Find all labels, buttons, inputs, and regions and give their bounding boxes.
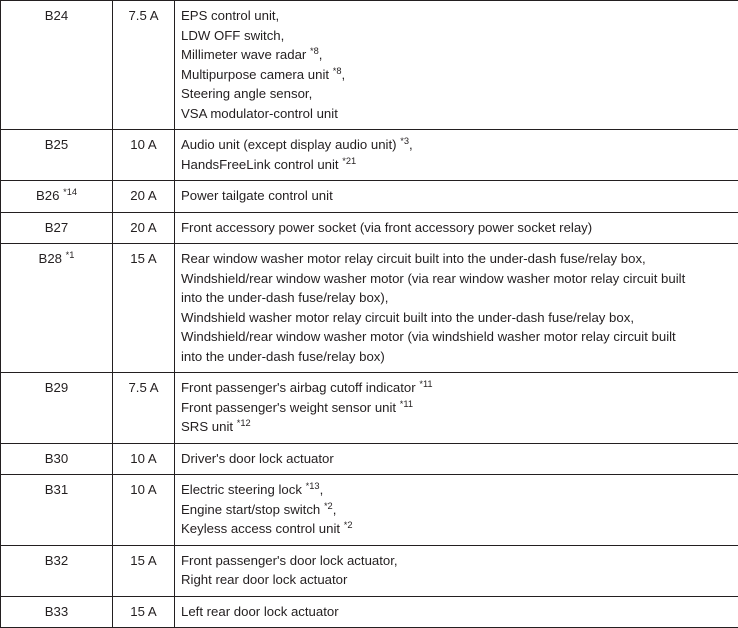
fuse-number-cell: B32 xyxy=(1,545,113,596)
amperage-cell: 10 A xyxy=(113,475,175,546)
circuits-protected-cell xyxy=(175,130,738,181)
table-row xyxy=(1,212,738,244)
table-row xyxy=(1,475,738,546)
footnote-marker: *2 xyxy=(344,520,353,530)
circuit-line: Multipurpose camera unit $^{*8}$, xyxy=(181,65,732,85)
circuits-protected-cell xyxy=(175,212,738,244)
circuits-protected-cell xyxy=(175,373,738,444)
circuit-line: Left rear door lock actuator xyxy=(181,602,732,622)
amperage-cell: 15 A xyxy=(113,596,175,628)
table-row xyxy=(1,443,738,475)
fuse-number-cell: B31 xyxy=(1,475,113,546)
circuit-line: EPS control unit, xyxy=(181,6,732,26)
circuits-protected-cell xyxy=(175,181,738,213)
circuit-line: Electric steering lock $^{*13}$, xyxy=(181,480,732,500)
circuits-protected-cell xyxy=(175,1,738,130)
fuse-table-body xyxy=(1,1,738,628)
circuit-line: into the under-dash fuse/relay box) xyxy=(181,347,732,367)
fuse-number-cell: B30 xyxy=(1,443,113,475)
circuits-protected-cell xyxy=(175,475,738,546)
fuse-number-cell: B24 xyxy=(1,1,113,130)
table-row xyxy=(1,373,738,444)
circuit-line: Steering angle sensor, xyxy=(181,84,732,104)
circuit-line: Millimeter wave radar $^{*8}$, xyxy=(181,45,732,65)
table-row xyxy=(1,596,738,628)
amperage-cell: 15 A xyxy=(113,545,175,596)
table-row xyxy=(1,181,738,213)
circuit-line: Front accessory power socket (via front accessory power socket relay) xyxy=(181,218,732,238)
fuse-number-cell: B29 xyxy=(1,373,113,444)
circuit-line: into the under-dash fuse/relay box), xyxy=(181,288,732,308)
circuits-protected-cell xyxy=(175,596,738,628)
circuit-line: Right rear door lock actuator xyxy=(181,570,732,590)
circuit-line: SRS unit $^{*12}$ xyxy=(181,417,732,437)
circuit-line: Driver's door lock actuator xyxy=(181,449,732,469)
footnote-marker: *11 xyxy=(419,379,432,389)
circuit-line: Rear window washer motor relay circuit built into the under-dash fuse/relay box, xyxy=(181,249,732,269)
circuits-protected-cell xyxy=(175,443,738,475)
footnote-marker: *1 xyxy=(66,250,75,260)
fuse-number-cell: B27 xyxy=(1,212,113,244)
table-row xyxy=(1,1,738,130)
circuit-line: HandsFreeLink control unit $^{*21}$ xyxy=(181,155,732,175)
footnote-marker: *21 xyxy=(342,155,356,165)
circuit-line: Windshield/rear window washer motor (via windshield washer motor relay circuit built xyxy=(181,327,732,347)
footnote-marker: *8 xyxy=(333,65,342,75)
footnote-marker: *11 xyxy=(400,398,413,408)
circuit-line: Engine start/stop switch $^{*2}$, xyxy=(181,500,732,520)
footnote-marker: *8 xyxy=(310,46,319,56)
amperage-cell: 20 A xyxy=(113,212,175,244)
fuse-number-cell: B26 $^{*14}$ xyxy=(1,181,113,213)
footnote-marker: *13 xyxy=(306,481,320,491)
circuit-line: Front passenger's airbag cutoff indicator $^{*11}$ xyxy=(181,378,732,398)
circuit-line: Windshield/rear window washer motor (via rear window washer motor relay circuit built xyxy=(181,269,732,289)
table-row xyxy=(1,545,738,596)
footnote-marker: *2 xyxy=(324,500,333,510)
circuit-line: Front passenger's door lock actuator, xyxy=(181,551,732,571)
circuits-protected-cell xyxy=(175,244,738,373)
table-row xyxy=(1,244,738,373)
amperage-cell: 10 A xyxy=(113,443,175,475)
fuse-number-cell: B33 xyxy=(1,596,113,628)
amperage-cell: 7.5 A xyxy=(113,1,175,130)
amperage-cell: 7.5 A xyxy=(113,373,175,444)
circuit-line: Windshield washer motor relay circuit built into the under-dash fuse/relay box, xyxy=(181,308,732,328)
footnote-marker: *14 xyxy=(63,187,77,197)
amperage-cell: 20 A xyxy=(113,181,175,213)
circuit-line: LDW OFF switch, xyxy=(181,26,732,46)
amperage-cell: 10 A xyxy=(113,130,175,181)
amperage-cell: 15 A xyxy=(113,244,175,373)
footnote-marker: *3 xyxy=(400,136,409,146)
circuit-line: Power tailgate control unit xyxy=(181,186,732,206)
fuse-number-cell: B25 xyxy=(1,130,113,181)
circuit-line: VSA modulator-control unit xyxy=(181,104,732,124)
circuit-line: Audio unit (except display audio unit) $^{*3}$, xyxy=(181,135,732,155)
circuits-protected-cell xyxy=(175,545,738,596)
circuit-line: Front passenger's weight sensor unit $^{*11}$ xyxy=(181,398,732,418)
table-row xyxy=(1,130,738,181)
footnote-marker: *12 xyxy=(237,418,251,428)
fuse-number-cell: B28 $^{*1}$ xyxy=(1,244,113,373)
circuit-line: Keyless access control unit $^{*2}$ xyxy=(181,519,732,539)
